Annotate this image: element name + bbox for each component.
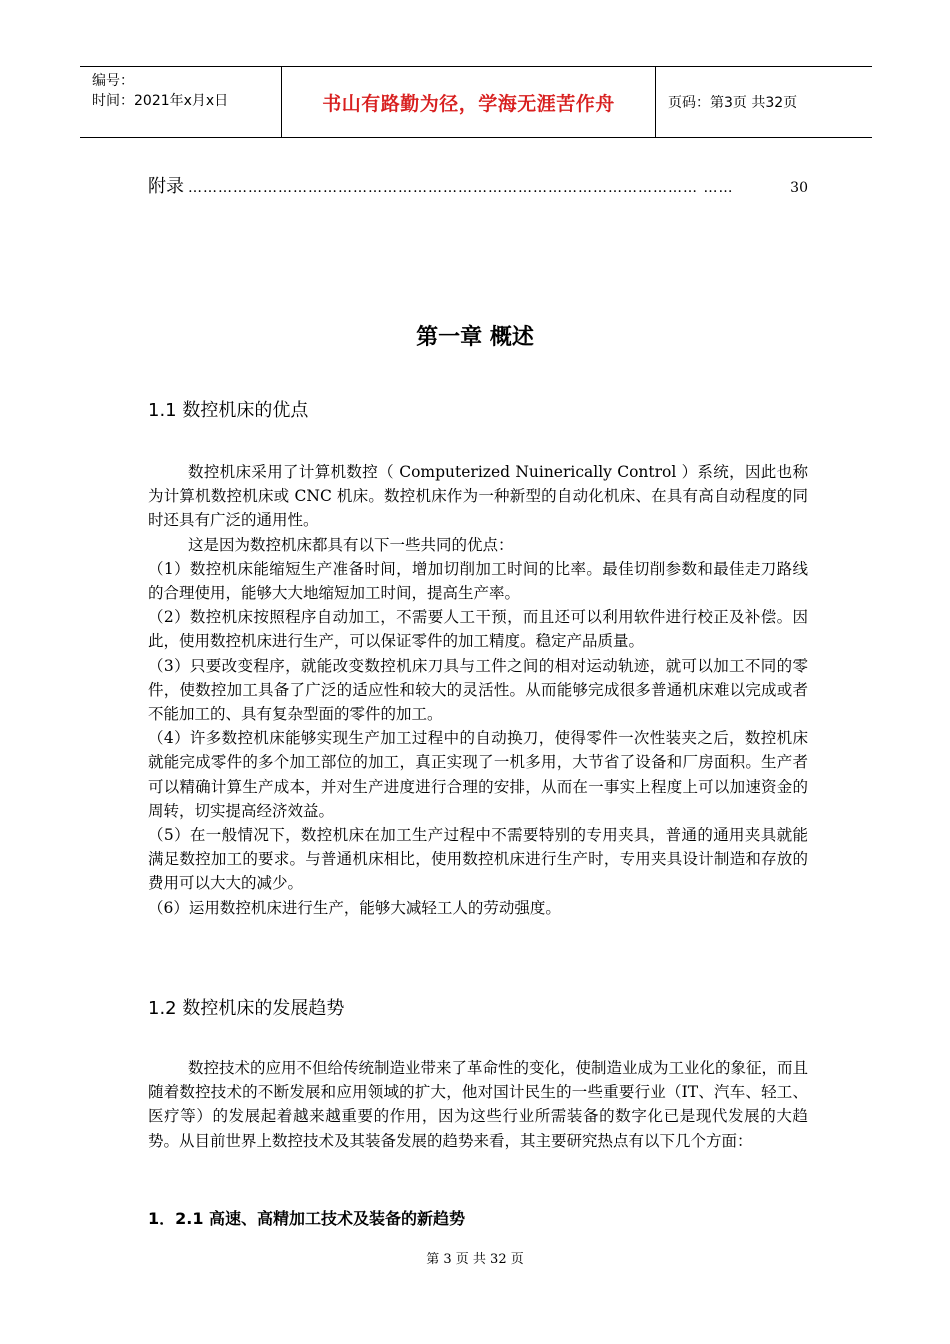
list-item: （5）在一般情况下，数控机床在加工生产过程中不需要特别的专用夹具，普通的通用夹具就能满足数控加工的要求。与普通机床相比，使用数控机床进行生产时，专用夹具设计制造和存放的费用可以大大的减少。 xyxy=(148,826,808,893)
header-motto: 书山有路勤为径，学海无涯苦作舟 xyxy=(282,67,656,137)
chapter-title: 第一章 概述 xyxy=(416,325,534,350)
paragraph: 数控机床采用了计算机数控（ Computerized Nuinerically Control ）系统，因此也称为计算机数控机床或 CNC 机床。数控机床作为一种新型的自动化机床、在具有高自动程度的同时还具有广泛的通用性。 xyxy=(148,463,808,530)
paragraph: 数控技术的应用不但给传统制造业带来了革命性的变化，使制造业成为工业化的象征，而且随着数控技术的不断发展和应用领域的扩大，他对国计民生的一些重要行业（IT、汽车、轻工、医疗等）的发展起着越来越重要的作用，因为这些行业所需装备的数字化已是现代发展的大趋势。从目前世界上数控技术及其装备发展的趋势来看，其主要研究热点有以下几个方面： xyxy=(148,1059,809,1150)
header-number: 编号： xyxy=(92,73,134,89)
header-page: 页码：第3页 共32页 xyxy=(668,95,798,111)
paragraph: 这是因为数控机床都具有以下一些共同的优点： xyxy=(188,535,514,554)
toc-page: 30 xyxy=(790,180,808,196)
toc-leader: ………………………………………………………………………………………… …… xyxy=(188,180,734,196)
section-1-2-body xyxy=(148,1056,808,1153)
header-meta xyxy=(80,67,282,137)
page-header xyxy=(80,66,872,138)
header-time: 时间：2021年x月x日 xyxy=(92,93,229,109)
subsection-title: 1．2.1 高速、高精加工技术及装备的新趋势 xyxy=(148,1209,466,1228)
toc-entry xyxy=(148,172,808,198)
list-item: （6）运用数控机床进行生产，能够大减轻工人的劳动强度。 xyxy=(148,898,561,917)
list-item: （4）许多数控机床能够实现生产加工过程中的自动换刀，使得零件一次性装夹之后，数控机床就能完成零件的多个加工部位的加工，真正实现了一机多用，大节省了设备和厂房面积。生产者可以精确计算生产成本，并对生产进度进行合理的安排，从而在一事实上程度上可以加速资金的周转，切实提高经济效益。 xyxy=(148,729,808,820)
list-item: （1）数控机床能缩短生产准备时间，增加切削加工时间的比率。最佳切削参数和最佳走刀路线的合理使用，能够大大地缩短加工时间，提高生产率。 xyxy=(148,559,808,603)
section-title-1-2: 1.2 数控机床的发展趋势 xyxy=(148,998,345,1019)
toc-label: 附录 xyxy=(148,176,184,197)
section-1-1-body xyxy=(148,460,808,920)
list-item: （2）数控机床按照程序自动加工，不需要人工干预，而且还可以利用软件进行校正及补偿。因此，使用数控机床进行生产，可以保证零件的加工精度。稳定产品质量。 xyxy=(148,608,808,651)
section-title-1-1: 1.1 数控机床的优点 xyxy=(148,400,309,421)
page-footer: 第 3 页 共 32 页 xyxy=(426,1252,524,1267)
list-item: （3）只要改变程序，就能改变数控机床刀具与工件之间的相对运动轨迹，就可以加工不同的零件，使数控加工具备了广泛的适应性和较大的灵活性。从而能够完成很多普通机床难以完成或者不能加工的、具有复杂型面的零件的加工。 xyxy=(148,656,808,724)
